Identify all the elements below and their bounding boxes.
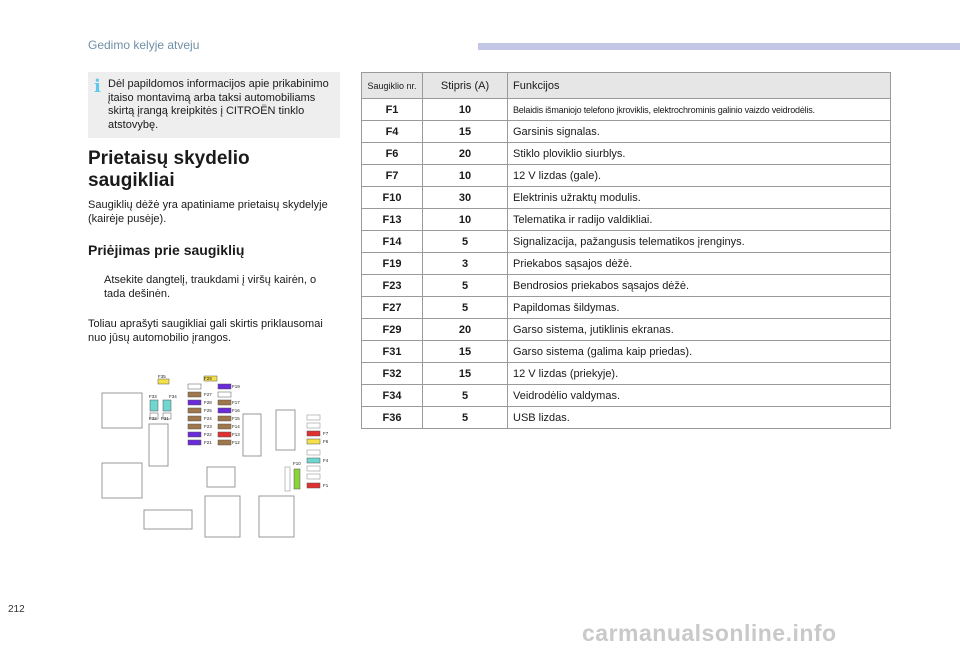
fuse-f22 bbox=[188, 432, 201, 437]
fuse-nr: F1 bbox=[362, 99, 423, 121]
fuse-func: Signalizacija, pažangusis telematikos įrenginys. bbox=[508, 231, 891, 253]
housing-block bbox=[205, 496, 240, 537]
table-row bbox=[362, 319, 891, 341]
fuse-slot-empty bbox=[218, 392, 231, 397]
fuse-f24 bbox=[188, 416, 201, 421]
fuse-label: F34 bbox=[169, 394, 177, 399]
fuse-f7 bbox=[307, 431, 320, 436]
fuse-amp: 5 bbox=[423, 385, 508, 407]
fuse-label: F23 bbox=[204, 424, 212, 429]
fuse-label: F29 bbox=[204, 376, 212, 381]
table-row bbox=[362, 209, 891, 231]
fuse-label: F19 bbox=[232, 384, 240, 389]
table-row bbox=[362, 143, 891, 165]
fuse-label: F31 bbox=[161, 416, 169, 421]
fuse-label: F6 bbox=[323, 439, 329, 444]
fuse-amp: 30 bbox=[423, 187, 508, 209]
chapter-title: Gedimo kelyje atveju bbox=[88, 38, 200, 52]
fuse-amp: 3 bbox=[423, 253, 508, 275]
fuse-table bbox=[361, 72, 891, 429]
housing-block bbox=[243, 414, 261, 456]
page-number: 212 bbox=[8, 604, 25, 615]
fuse-amp: 5 bbox=[423, 297, 508, 319]
fuse-label: F27 bbox=[204, 392, 212, 397]
table-row bbox=[362, 297, 891, 319]
fuse-f4 bbox=[307, 458, 320, 463]
intro-paragraph: Saugiklių dėžė yra apatiniame prietaisų skydelyje (kairėje pusėje). bbox=[88, 199, 328, 225]
fuse-f12 bbox=[218, 440, 231, 445]
fuse-f17 bbox=[218, 400, 231, 405]
fuse-nr: F34 bbox=[362, 385, 423, 407]
fuse-slot-empty bbox=[188, 384, 201, 389]
fuse-amp: 15 bbox=[423, 363, 508, 385]
fuse-amp: 10 bbox=[423, 165, 508, 187]
fuse-label: F32 bbox=[149, 416, 157, 421]
fuse-f27 bbox=[188, 392, 201, 397]
fuse-func: Priekabos sąsajos dėžė. bbox=[508, 253, 891, 275]
fuse-label: F33 bbox=[149, 394, 157, 399]
fuse-amp: 15 bbox=[423, 341, 508, 363]
fuse-amp: 10 bbox=[423, 99, 508, 121]
table-row bbox=[362, 253, 891, 275]
fuse-nr: F13 bbox=[362, 209, 423, 231]
fuse-label: F10 bbox=[293, 461, 301, 466]
fuse-label: F16 bbox=[232, 408, 240, 413]
fuse-f13 bbox=[218, 432, 231, 437]
fuse-f16 bbox=[218, 408, 231, 413]
fuse-label: F12 bbox=[232, 440, 240, 445]
info-text: Dėl papildomos informacijos apie prikabinimo įtaiso montavimą arba taksi automobiliams skirtą įrangą kreipkitės į CITROËN tinklo atstovybę. bbox=[108, 78, 329, 131]
table-row bbox=[362, 231, 891, 253]
fuse-func: 12 V lizdas (priekyje). bbox=[508, 363, 891, 385]
fuse-func: Belaidis išmaniojo telefono įkroviklis, elektrochrominis galinio vaizdo veidrodėlis. bbox=[508, 99, 891, 121]
fuse-slot-empty bbox=[307, 423, 320, 428]
fuse-func: Stiklo ploviklio siurblys. bbox=[508, 143, 891, 165]
fuse-label: F1 bbox=[323, 483, 329, 488]
fuse-nr: F29 bbox=[362, 319, 423, 341]
fuse-f10 bbox=[294, 469, 300, 489]
section-title: Prietaisų skydelio saugikliai bbox=[88, 148, 250, 191]
fuse-func: Bendrosios priekabos sąsajos dėžė. bbox=[508, 275, 891, 297]
fuse-f21 bbox=[188, 440, 201, 445]
fuse-nr: F27 bbox=[362, 297, 423, 319]
fuse-nr: F36 bbox=[362, 407, 423, 429]
fuse-f15 bbox=[218, 416, 231, 421]
col-header-func: Funkcijos bbox=[508, 73, 891, 99]
table-row bbox=[362, 341, 891, 363]
fuse-amp: 15 bbox=[423, 121, 508, 143]
housing-block bbox=[276, 410, 295, 450]
fuse-func: Garso sistema (galima kaip priedas). bbox=[508, 341, 891, 363]
fuse-slot-empty bbox=[307, 474, 320, 479]
housing-block bbox=[149, 424, 168, 466]
fuse-f1 bbox=[307, 483, 320, 488]
housing-block bbox=[102, 393, 142, 428]
fuse-label: F22 bbox=[204, 432, 212, 437]
table-row bbox=[362, 165, 891, 187]
fuse-box-diagram bbox=[95, 368, 340, 543]
col-header-amp: Stipris (A) bbox=[423, 73, 508, 99]
fuse-func: 12 V lizdas (gale). bbox=[508, 165, 891, 187]
fuse-amp: 20 bbox=[423, 143, 508, 165]
fuse-label: F15 bbox=[232, 416, 240, 421]
fuse-slot-empty bbox=[307, 466, 320, 471]
watermark: carmanualsonline.info bbox=[582, 620, 837, 646]
fuse-f34 bbox=[163, 400, 171, 411]
fuse-amp: 10 bbox=[423, 209, 508, 231]
fuse-slot-empty bbox=[307, 415, 320, 420]
housing-block bbox=[102, 463, 142, 498]
col-header-nr: Saugiklio nr. bbox=[362, 73, 423, 99]
table-header-row bbox=[362, 73, 891, 99]
fuse-f28 bbox=[188, 400, 201, 405]
table-row bbox=[362, 121, 891, 143]
housing-block bbox=[144, 510, 192, 529]
fuse-nr: F4 bbox=[362, 121, 423, 143]
fuse-amp: 5 bbox=[423, 407, 508, 429]
fuse-func: Papildomas šildymas. bbox=[508, 297, 891, 319]
table-row bbox=[362, 407, 891, 429]
relay-slot bbox=[285, 467, 290, 491]
fuse-label: F13 bbox=[232, 432, 240, 437]
fuse-f23 bbox=[188, 424, 201, 429]
fuse-label: F25 bbox=[204, 408, 212, 413]
fuse-f33 bbox=[150, 400, 158, 411]
fuse-label: F17 bbox=[232, 400, 240, 405]
fuse-label: F14 bbox=[232, 424, 240, 429]
bullet-text: Atsekite dangtelį, traukdami į viršų kairėn, o tada dešinėn. bbox=[104, 274, 317, 300]
fuse-box-svg bbox=[95, 368, 340, 543]
fuse-f25 bbox=[188, 408, 201, 413]
fuse-f19 bbox=[218, 384, 231, 389]
fuse-label: F35 bbox=[158, 374, 166, 379]
fuse-label: F4 bbox=[323, 458, 329, 463]
fuse-nr: F7 bbox=[362, 165, 423, 187]
fuse-func: Elektrinis užraktų modulis. bbox=[508, 187, 891, 209]
info-icon: i bbox=[94, 76, 101, 97]
fuse-f35 bbox=[158, 379, 169, 384]
fuse-amp: 5 bbox=[423, 275, 508, 297]
fuse-func: USB lizdas. bbox=[508, 407, 891, 429]
fuse-nr: F19 bbox=[362, 253, 423, 275]
info-box bbox=[88, 72, 340, 138]
fuse-nr: F6 bbox=[362, 143, 423, 165]
table-row bbox=[362, 187, 891, 209]
fuse-f14 bbox=[218, 424, 231, 429]
fuse-f6 bbox=[307, 439, 320, 444]
fuse-label: F7 bbox=[323, 431, 329, 436]
table-row bbox=[362, 385, 891, 407]
fuse-func: Garsinis signalas. bbox=[508, 121, 891, 143]
fuse-nr: F14 bbox=[362, 231, 423, 253]
header-bar bbox=[478, 43, 960, 50]
table-row bbox=[362, 363, 891, 385]
fuse-slot-empty bbox=[307, 450, 320, 455]
table-row bbox=[362, 99, 891, 121]
fuse-amp: 20 bbox=[423, 319, 508, 341]
fuse-nr: F32 bbox=[362, 363, 423, 385]
fuse-label: F21 bbox=[204, 440, 212, 445]
note-paragraph: Toliau aprašyti saugikliai gali skirtis priklausomai nuo jūsų automobilio įrangos. bbox=[88, 318, 323, 344]
housing-block bbox=[207, 467, 235, 487]
fuse-nr: F23 bbox=[362, 275, 423, 297]
table-row bbox=[362, 275, 891, 297]
fuse-label: F28 bbox=[204, 400, 212, 405]
fuse-func: Telematika ir radijo valdikliai. bbox=[508, 209, 891, 231]
fuse-label: F24 bbox=[204, 416, 212, 421]
fuse-nr: F31 bbox=[362, 341, 423, 363]
fuse-func: Garso sistema, jutiklinis ekranas. bbox=[508, 319, 891, 341]
fuse-func: Veidrodėlio valdymas. bbox=[508, 385, 891, 407]
fuse-nr: F10 bbox=[362, 187, 423, 209]
housing-block bbox=[259, 496, 294, 537]
fuse-amp: 5 bbox=[423, 231, 508, 253]
subsection-title: Priėjimas prie saugiklių bbox=[88, 242, 245, 258]
